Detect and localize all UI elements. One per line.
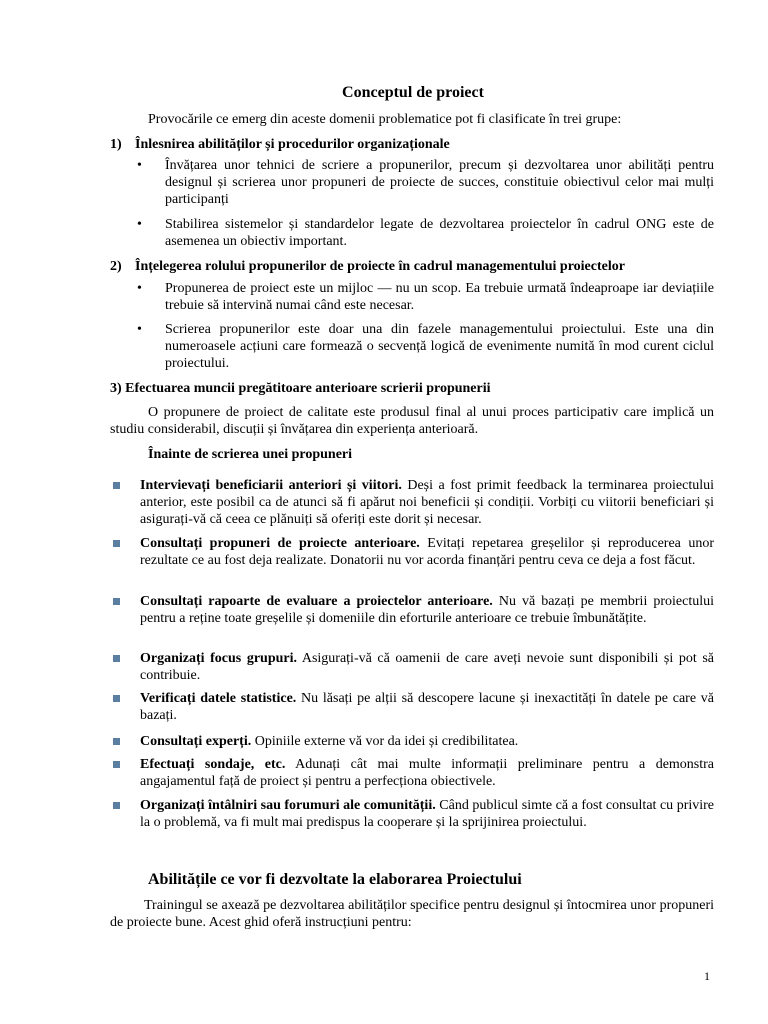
list-item [110, 477, 714, 528]
square-bullet-icon [113, 738, 120, 745]
list-item-bold: Verificați datele statistice. [140, 691, 297, 706]
list-item-text: Scrierea propunerilor este doar una din fazele managementului proiectului. Este una din numeroasele acțiuni care formează o secvență logică de evenimente numită în mod curent ciclul proiectului. [165, 322, 714, 371]
list-item-text: Asigurați-vă că oamenii de care aveți nevoie sunt disponibili și pot să contribuie. [140, 651, 714, 683]
page-title: Conceptul de proiect [342, 84, 484, 101]
section2-number: 2) [110, 259, 122, 274]
section3-paragraph: O propunere de proiect de calitate este produsul final al unui proces participativ care implică un studiu considerabil, discuții și învățarea din experiența anterioară. [110, 405, 714, 437]
list-item [137, 280, 714, 314]
section1-heading [110, 136, 450, 153]
list-item [137, 216, 714, 250]
bullet-icon: • [137, 322, 142, 337]
bullet-icon: • [137, 158, 142, 173]
square-bullet-icon [113, 598, 120, 605]
list-item [110, 733, 714, 750]
page-number: 1 [704, 969, 710, 983]
section2-heading [110, 258, 625, 275]
bullet-icon: • [137, 281, 142, 296]
section1-number: 1) [110, 137, 122, 152]
list-item [110, 535, 714, 569]
list-item-bold: Organizați întâlniri sau forumuri ale comunității. [140, 798, 436, 813]
list-item [137, 157, 714, 208]
list-item [110, 593, 714, 627]
square-bullet-icon [113, 802, 120, 809]
list-item [110, 690, 714, 724]
section4-paragraph: Trainingul se axează pe dezvoltarea abilităților specifice pentru designul și întocmirea unor propuneri de proiecte bune. Acest ghid oferă instrucțiuni pentru: [110, 898, 714, 930]
square-bullet-icon [113, 655, 120, 662]
list-item-text: Stabilirea sistemelor și standardelor legate de dezvoltarea proiectelor în cadrul ONG este de asemenea un obiectiv important. [165, 217, 714, 249]
intro-text: Provocările ce emerg din aceste domenii problematice pot fi clasificate în trei grupe: [148, 112, 622, 127]
list-item-text: Evitați repetarea greșelilor și reproducerea unor rezultate ce au fost deja realizate. Donatorii nu vor acorda finanțări pentru ceva ce deja a fost făcut. [140, 536, 715, 568]
list-item [110, 797, 714, 831]
list-item [110, 756, 714, 790]
list-item-bold: Efectuați sondaje, etc. [140, 757, 286, 772]
list-item-text: Adunați cât mai multe informații preliminare pentru a demonstra angajamentul față de proiect și pentru a perfecționa obiectivele. [140, 757, 715, 789]
square-bullet-icon [113, 482, 120, 489]
list-item [137, 321, 714, 372]
section4-heading: Abilitățile ce vor fi dezvoltate la elaborarea Proiectului [148, 871, 522, 888]
square-bullet-icon [113, 761, 120, 768]
section2-heading-text: Înțelegerea rolului propunerilor de proiecte în cadrul managementului proiectelor [135, 259, 625, 274]
list-item-text: Nu vă bazați pe membrii proiectului pentru a reține toate greșelile și domeniile din eforturile anterioare ce trebuie îmbunătățite. [140, 594, 715, 626]
section3-heading: 3) Efectuarea muncii pregătitoare anterioare scrierii propunerii [110, 381, 491, 396]
list-item-text: Învățarea unor tehnici de scriere a propunerilor, precum și dezvoltarea unor abilități pentru designul și scrierea unor propuneri de proiecte de succes, constituie obiectivul celor mai mulți participanți [165, 158, 714, 207]
square-bullet-icon [113, 695, 120, 702]
list-item-bold: Organizați focus grupuri. [140, 651, 298, 666]
square-bullet-icon [113, 540, 120, 547]
list-item-text: Propunerea de proiect este un mijloc — nu un scop. Ea trebuie urmată îndeaproape iar deviațiile trebuie să intervină numai când este necesar. [165, 281, 714, 313]
list-item-text: Opiniile externe vă vor da idei și credibilitatea. [254, 734, 519, 749]
list-item-text: Nu lăsați pe alții să descopere lacune și inexactități în datele pe care vă bazați. [140, 691, 715, 723]
section1-heading-text: Înlesnirea abilităților și procedurilor organizaționale [135, 137, 450, 152]
list-item-bold: Consultați rapoarte de evaluare a proiectelor anterioare. [140, 594, 493, 609]
list-item-bold: Consultați propuneri de proiecte anterioare. [140, 536, 420, 551]
list-item-text: Deși a fost primit feedback la terminarea proiectului anterior, este posibil ca de atunci să fi apărut noi beneficii și condiții. Vorbiți cu viitorii beneficiari și asigurați-vă că ceea ce plănuiți să oferiți este dorit și necesar. [140, 478, 714, 527]
list-item-bold: Consultați experți. [140, 734, 252, 749]
bullet-icon: • [137, 217, 142, 232]
list-item-text: Când publicul simte că a fost consultat cu privire la o problemă, va fi mult mai predispus la cooperare și la sprijinirea proiectului. [140, 798, 715, 830]
list-item-bold: Intervievați beneficiarii anteriori și viitori. [140, 478, 402, 493]
section3-subheading: Înainte de scrierea unei propuneri [148, 447, 353, 462]
list-item [110, 650, 714, 684]
